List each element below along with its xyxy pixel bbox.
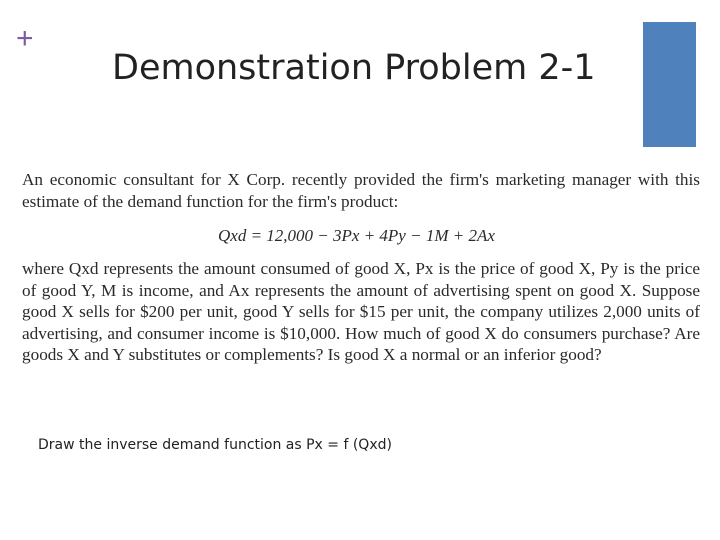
- problem-intro: An economic consultant for X Corp. recently provided the firm's marketing manager with this estimate of the demand function for the firm's product:: [22, 170, 700, 211]
- instruction-caption: Draw the inverse demand function as Px = f (Qxd): [38, 437, 392, 453]
- problem-body: where Qxd represents the amount consumed of good X, Px is the price of good X, Py is the price of good Y, M is income, and Ax represents the amount of advertising spent on good X. Suppose good X sells for $200 per unit, good Y sells for $15 per unit, the company utilizes 2,000 units of advertising, and consumer income is $10,000. How much of good X do consumers purchase? Are goods X and Y substitutes or complements? Is good X a normal or an inferior good?: [22, 259, 700, 364]
- plus-icon: +: [16, 22, 34, 55]
- accent-bar: [643, 22, 696, 147]
- slide-title: Demonstration Problem 2-1: [112, 48, 596, 88]
- demand-equation: Qxd = 12,000 − 3Px + 4Py − 1M + 2Ax: [218, 226, 495, 245]
